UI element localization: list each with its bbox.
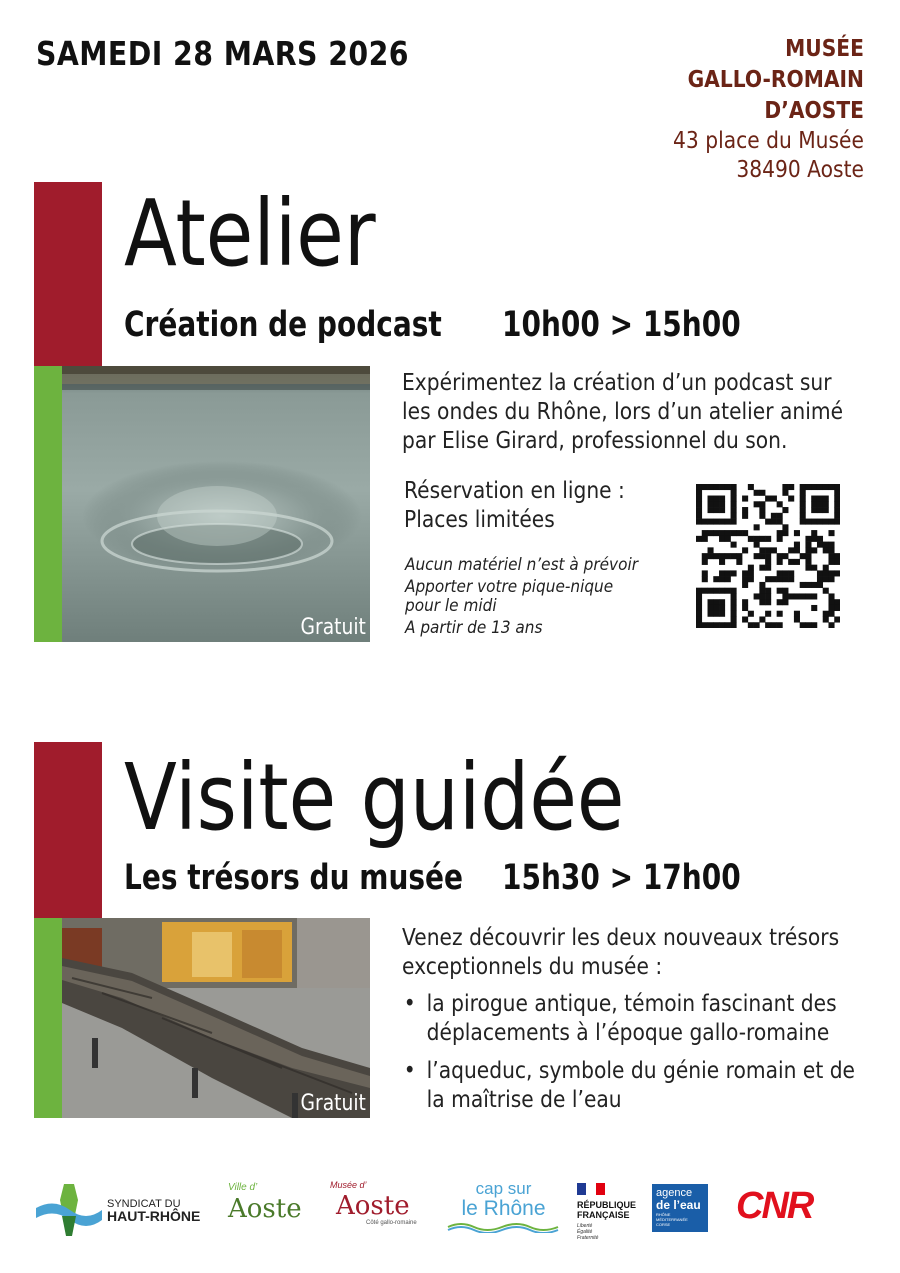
agence-sub-1: RHÔNE (656, 1212, 671, 1217)
cnr-logo: CNR (736, 1185, 813, 1227)
republique-line-2: FRANÇAISE (577, 1210, 630, 1220)
visite-green-bar (34, 918, 62, 1118)
atelier-green-bar (34, 366, 62, 642)
note-line-4: A partir de 13 ans (405, 618, 543, 638)
syndicat-line-2: HAUT-RHÔNE (107, 1208, 201, 1224)
visite-bullet-list (402, 990, 860, 1124)
atelier-reservation (404, 477, 668, 535)
museum-address-line-1: 43 place du Musée (673, 128, 864, 154)
agence-sub-2: MÉDITERRANÉE (656, 1217, 688, 1222)
note-line-3: pour le midi (405, 596, 497, 616)
cap-line-2: le Rhône (461, 1197, 546, 1220)
visite-price-label: Gratuit (300, 1091, 366, 1116)
french-flag-icon (577, 1183, 605, 1195)
syndicat-mark-icon (34, 1180, 104, 1240)
note-line-2: Apporter votre pique-nique (405, 577, 614, 597)
musee-small-label: Musée d’ (330, 1180, 367, 1190)
atelier-title: Atelier (124, 180, 376, 287)
motto-line-1: Liberté (577, 1223, 593, 1229)
atelier-price-label: Gratuit (300, 615, 366, 640)
agence-line-2: de l’eau (656, 1198, 701, 1212)
syndicat-logo (34, 1180, 104, 1240)
ville-aoste-logo (228, 1182, 318, 1242)
ville-small-label: Ville d’ (228, 1182, 258, 1193)
motto-line-3: Fraternité (577, 1235, 599, 1241)
event-date: SAMEDI 28 MARS 2026 (36, 34, 409, 73)
visite-red-bar (34, 742, 102, 918)
museum-name-line-3: D’AOSTE (764, 98, 864, 124)
visite-bullet-item: • l’aqueduc, symbole du génie romain et de la maîtrise de l’eau (402, 1057, 860, 1115)
visite-subtitle: Les trésors du musée (124, 858, 464, 898)
syndicat-line-1: SYNDICAT DU (107, 1198, 181, 1210)
museum-address-line-2: 38490 Aoste (736, 157, 864, 183)
reservation-qr-code[interactable] (696, 484, 840, 628)
agence-line-1: agence (656, 1187, 693, 1199)
syndicat-text (107, 1198, 200, 1222)
museum-name-line-2: GALLO-ROMAIN (687, 67, 864, 93)
cap-rhone-logo (446, 1180, 561, 1240)
museum-name-line-1: MUSÉE (785, 36, 864, 62)
agence-eau-logo (652, 1184, 708, 1232)
visite-time: 15h30 > 17h00 (502, 858, 741, 898)
reservation-line-1: Réservation en ligne : (404, 478, 625, 504)
qr-code-image (696, 484, 840, 628)
pirogue-museum-image (62, 918, 370, 1118)
atelier-subtitle: Création de podcast (124, 305, 442, 345)
ville-name-label: Aoste (228, 1194, 302, 1224)
visite-intro: Venez découvrir les deux nouveaux trésors exceptionnels du musée : (402, 925, 840, 980)
note-line-1: Aucun matériel n’est à prévoir (405, 555, 639, 575)
agence-sub-3: CORSE (656, 1222, 671, 1227)
atelier-red-bar (34, 182, 102, 366)
motto-line-2: Égalité (577, 1229, 593, 1235)
musee-name-label: Aoste (336, 1191, 410, 1221)
atelier-description: Expérimentez la création d’un podcast sur les ondes du Rhône, lors d’un atelier animé par Elise Girard, professionnel du son. (402, 370, 844, 454)
visite-title: Visite guidée (124, 744, 625, 851)
visite-bullet-item: • la pirogue antique, témoin fascinant des déplacements à l’époque gallo-romaine (402, 990, 860, 1048)
water-ripple-image (62, 366, 370, 642)
cap-wave-icon (446, 1221, 561, 1233)
atelier-time: 10h00 > 15h00 (502, 305, 741, 345)
republique-line-1: RÉPUBLIQUE (577, 1200, 637, 1210)
museum-block (647, 34, 864, 185)
republique-logo (577, 1182, 647, 1242)
musee-aoste-logo (330, 1180, 430, 1240)
reservation-line-2: Places limitées (404, 507, 555, 533)
atelier-notes (405, 556, 638, 638)
cap-line-1: cap sur (475, 1179, 532, 1198)
musee-tag-label: Côté gallo-romaine (366, 1220, 417, 1226)
visite-pirogue-photo (62, 918, 370, 1118)
atelier-water-photo (62, 366, 370, 642)
